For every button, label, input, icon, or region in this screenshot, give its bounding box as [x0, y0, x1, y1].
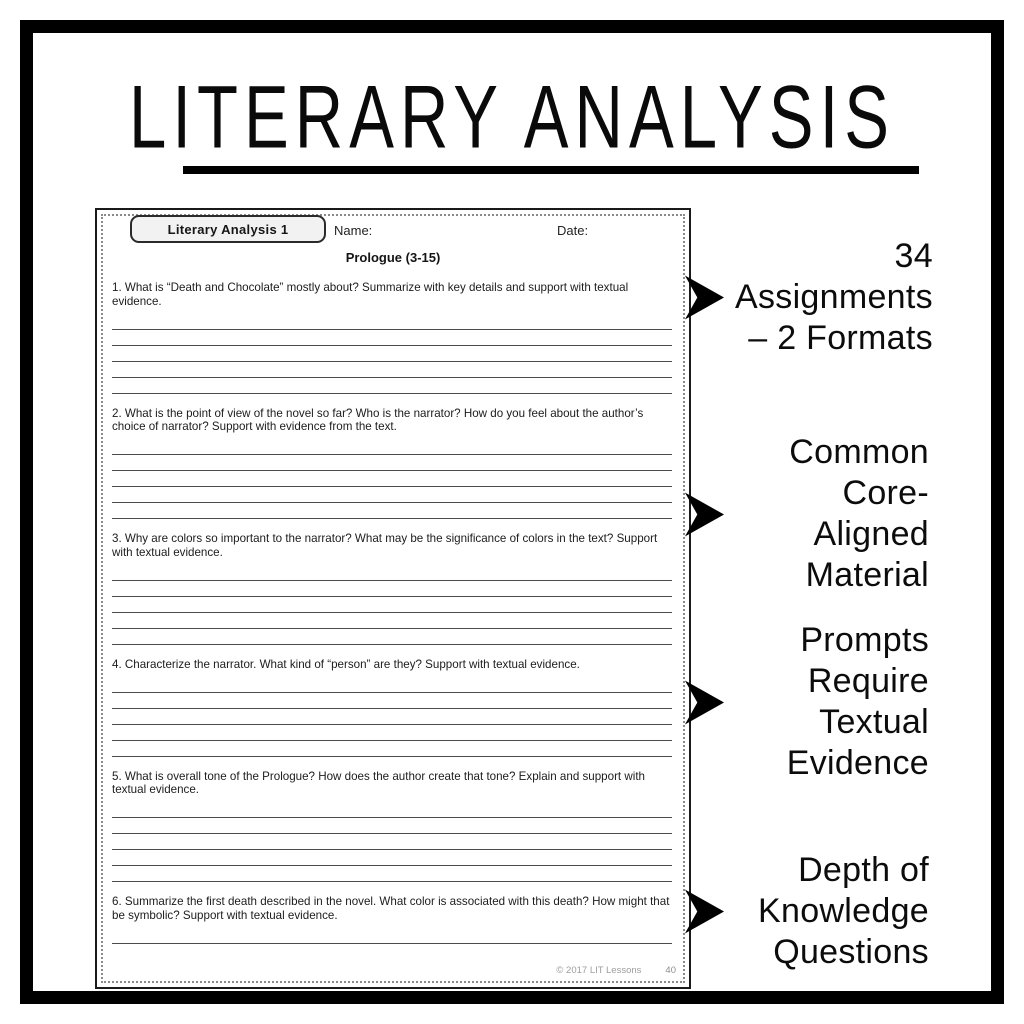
callout-text-line: Questions [773, 933, 929, 971]
answer-line [112, 928, 672, 944]
answer-line [112, 565, 672, 581]
worksheet-tab [130, 215, 326, 243]
callout-text-line: Depth of [798, 851, 929, 889]
callout-text [735, 620, 929, 784]
answer-line [112, 378, 672, 394]
question-text: 4. Characterize the narrator. What kind of “person” are they? Support with textual evidence. [112, 657, 580, 671]
page-title: LITERARY ANALYSIS [128, 66, 895, 167]
callout [683, 620, 929, 784]
answer-line [112, 330, 672, 346]
worksheet-page [95, 208, 691, 989]
question-block [112, 281, 672, 394]
callout-text-line: Evidence [786, 744, 929, 782]
answer-line [112, 629, 672, 645]
callout-text [735, 236, 933, 359]
answer-line [112, 597, 672, 613]
answer-line [112, 709, 672, 725]
callout [683, 850, 929, 973]
callout-text-line: Aligned [813, 515, 929, 553]
answer-line [112, 471, 672, 487]
callout-text-line: – 2 Formats [748, 319, 933, 357]
answer-line [112, 741, 672, 757]
date-field-label: Date: [557, 223, 589, 238]
answer-line [112, 693, 672, 709]
question-block [112, 895, 672, 945]
answer-line [112, 725, 672, 741]
question-block [112, 532, 672, 645]
question-text: 6. Summarize the first death described in the novel. What color is associated with this death? How might that be symbolic? Support with textual evidence. [112, 895, 670, 922]
answer-line [112, 314, 672, 330]
answer-line [112, 503, 672, 519]
answer-line [112, 487, 672, 503]
question-block [112, 407, 672, 520]
border-frame [20, 20, 1004, 1004]
callout-text-line: Knowledge [758, 892, 929, 930]
callout-text-line: Common Core- [789, 433, 929, 512]
answer-line [112, 346, 672, 362]
arrow-icon [683, 679, 725, 726]
copyright-text: © 2017 LIT Lessons [556, 965, 642, 976]
callout-text-line: 34 Assignments [735, 237, 933, 316]
arrow-icon [683, 491, 725, 538]
question-text: 1. What is “Death and Chocolate” mostly about? Summarize with key details and support with textual evidence. [112, 281, 629, 308]
callout-text [735, 432, 929, 596]
answer-line [112, 850, 672, 866]
answer-line [112, 802, 672, 818]
callout-text-line: Require Textual [807, 662, 929, 741]
answer-line [112, 834, 672, 850]
answer-line [112, 677, 672, 693]
question-text: 2. What is the point of view of the novel so far? Who is the narrator? How do you feel about the author’s choice of narrator? Support with evidence from the text. [112, 406, 644, 434]
name-field-label: Name: [334, 223, 373, 238]
answer-line [112, 362, 672, 378]
callout [683, 432, 929, 596]
answer-line [112, 455, 672, 471]
callout-text [735, 850, 929, 973]
question-block [112, 770, 672, 883]
callout-text-line: Prompts [800, 621, 929, 659]
answer-line [112, 866, 672, 882]
title-block [33, 66, 991, 174]
worksheet-footer [556, 965, 676, 976]
answer-line [112, 581, 672, 597]
answer-line [112, 439, 672, 455]
question-list [112, 272, 672, 945]
worksheet-heading: Prologue (3-15) [345, 250, 441, 265]
callout-text-line: Material [805, 556, 929, 594]
answer-line [112, 944, 672, 945]
answer-line [112, 613, 672, 629]
question-block [112, 658, 672, 757]
question-text: 3. Why are colors so important to the narrator? What may be the significance of colors in the text? Support with textual evidence. [112, 532, 658, 559]
answer-line [112, 818, 672, 834]
callout [683, 236, 933, 359]
page-number: 40 [665, 965, 676, 976]
arrow-icon [683, 274, 725, 321]
arrow-icon [683, 888, 725, 935]
question-text: 5. What is overall tone of the Prologue? How does the author create that tone? Explain and support with textual evidence. [112, 769, 645, 797]
worksheet-tab-label: Literary Analysis 1 [167, 221, 289, 237]
